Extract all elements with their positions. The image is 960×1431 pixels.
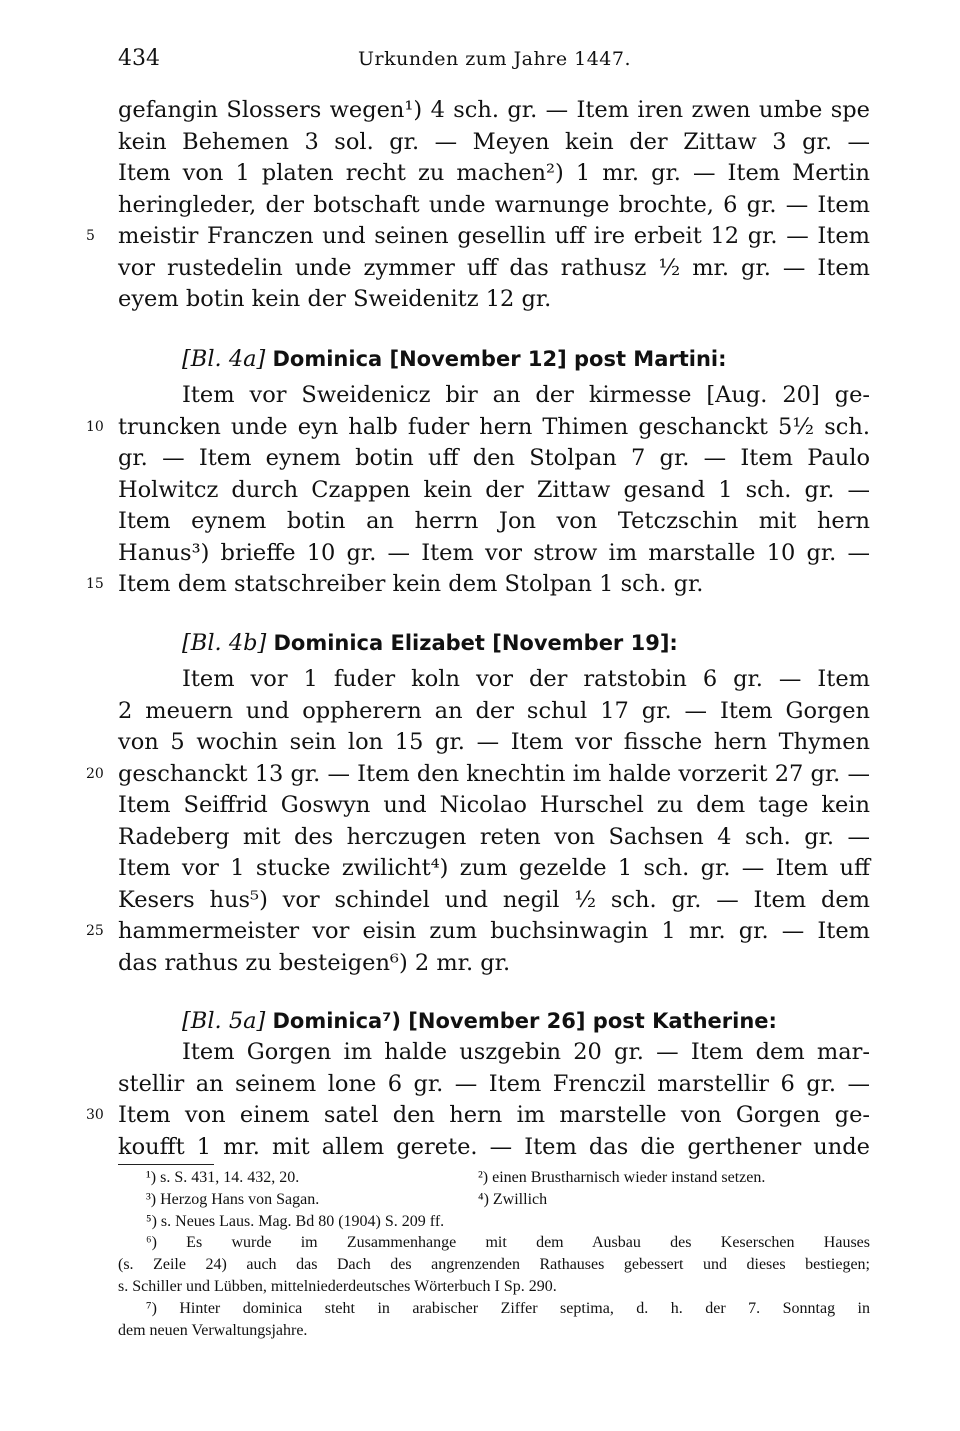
- footnote: [118, 1167, 870, 1189]
- page-header: [118, 46, 870, 76]
- section-title: Dominica [November 12] post Martini:: [272, 347, 727, 371]
- text-line: koufft 1 mr. mit allem gerete. — Item das die gerthener unde: [118, 1133, 870, 1160]
- text-line: Item Seiffrid Goswyn und Nicolao Hurschel zu dem tage kein: [118, 792, 870, 818]
- text-line: gefangin Slossers wegen¹) 4 sch. gr. — Item iren zwen umbe spe: [118, 97, 870, 123]
- text-line: eyem botin kein der Sweidenitz 12 gr.: [118, 286, 552, 312]
- text-line: 20 geschanckt 13 gr. — Item den knechtin im halde vorzerit 27 gr. —: [0, 759, 960, 791]
- line-number: 15: [86, 576, 104, 592]
- text-line: Item von 1 platen recht zu machen²) 1 mr. gr. — Item Mertin: [118, 160, 870, 186]
- line-number: 5: [86, 228, 95, 244]
- text-line: stellir an seinem lone 6 gr. — Item Frenczil marstellir 6 gr. —: [118, 1070, 870, 1097]
- text-line: Holwitcz durch Czappen kein der Zittaw gesand 1 sch. gr. —: [118, 476, 870, 503]
- text-line: 15 Item dem statschreiber kein dem Stolpan 1 sch. gr.: [0, 569, 960, 601]
- running-title: Urkunden zum Jahre 1447.: [358, 48, 632, 70]
- footnote-4: ⁴) Zwillich: [478, 1190, 548, 1208]
- line-number: 10: [86, 418, 104, 435]
- section-2: [0, 380, 960, 601]
- text-line: 10 truncken unde eyn halb fuder hern Thimen geschanckt 5½ sch.: [0, 412, 960, 444]
- section-heading: [182, 344, 882, 376]
- text-line: 2 meuern und oppherern an der schul 17 gr. — Item Gorgen: [118, 697, 870, 724]
- footnote: [118, 1189, 870, 1211]
- footnotes: [118, 1167, 870, 1341]
- page-number: 434: [118, 46, 160, 71]
- section-1: [0, 95, 960, 316]
- text-line: 25 hammermeister vor eisin zum buchsinwagin 1 mr. gr. — Item: [0, 916, 960, 948]
- text-line: das rathus zu besteigen⁶) 2 mr. gr.: [118, 949, 511, 976]
- text-line: Item vor 1 fuder koln vor der ratstobin 6 gr. — Item: [182, 666, 870, 692]
- footnote-1: ¹) s. S. 431, 14. 432, 20.: [146, 1169, 300, 1186]
- footnote-2: ²) einen Brustharnisch wieder instand setzen.: [478, 1169, 766, 1186]
- footnote-7: ⁷) Hinter dominica steht in arabischer Ziffer septima, d. h. der 7. Sonntag in: [146, 1299, 870, 1317]
- text-line: vor rustedelin unde zymmer uff das rathusz ½ mr. gr. — Item: [118, 254, 870, 281]
- text-line: kein Behemen 3 sol. gr. — Meyen kein der Zittaw 3 gr. —: [118, 128, 870, 155]
- section-heading: [182, 628, 882, 660]
- folio-reference: [Bl. 4a]: [182, 346, 266, 372]
- section-heading: [182, 1006, 882, 1038]
- footnote-6-cont: s. Schiller und Lübben, mittelniederdeutsches Wörterbuch I Sp. 290.: [118, 1277, 557, 1295]
- line-number: 30: [86, 1107, 104, 1123]
- text-line: Item eynem botin an herrn Jon von Tetczschin mit hern: [118, 508, 870, 534]
- footnote-6-cont: (s. Zeile 24) auch das Dach des angrenzenden Rathauses gebessert und dieses bestiegen;: [118, 1256, 870, 1274]
- section-4: [0, 1037, 960, 1163]
- line-number: 25: [86, 923, 104, 939]
- footnote-7-cont: dem neuen Verwaltungsjahre.: [118, 1321, 308, 1339]
- section-3: [0, 664, 960, 979]
- text-line: heringleder, der botschaft unde warnunge brochte, 6 gr. — Item: [118, 191, 870, 218]
- text-line: Radeberg mit des herczugen reten von Sachsen 4 sch. gr. —: [118, 823, 870, 850]
- footnote-divider: [118, 1164, 214, 1165]
- footnote-6: ⁶) Es wurde im Zusammenhange mit dem Ausbau des Keserschen Hauses: [146, 1234, 870, 1252]
- section-title: Dominica Elizabet [November 19]:: [273, 631, 678, 655]
- line-number: 20: [86, 765, 104, 782]
- text-line: Item vor Sweidenicz bir an der kirmesse [Aug. 20] ge-: [182, 382, 870, 408]
- text-line: Kesers hus⁵) vor schindel und negil ½ sch. gr. — Item dem: [118, 886, 870, 913]
- text-line: Hanus³) brieffe 10 gr. — Item vor strow im marstalle 10 gr. —: [118, 539, 870, 566]
- text-line: 30 Item von einem satel den hern im marstelle von Gorgen ge-: [0, 1100, 960, 1132]
- footnote-3: ³) Herzog Hans von Sagan.: [146, 1190, 320, 1208]
- text-line: von 5 wochin sein lon 15 gr. — Item vor fissche hern Thymen: [118, 729, 870, 755]
- folio-reference: [Bl. 5a]: [182, 1008, 266, 1034]
- footnote-5: ⁵) s. Neues Laus. Mag. Bd 80 (1904) S. 209 ff.: [146, 1212, 445, 1230]
- folio-reference: [Bl. 4b]: [182, 630, 267, 656]
- text-line: Item vor 1 stucke zwilicht⁴) zum gezelde 1 sch. gr. — Item uff: [118, 855, 870, 881]
- text-line: Item Gorgen im halde uszgebin 20 gr. — Item dem mar-: [182, 1039, 870, 1065]
- text-line: 5 meistir Franczen und seinen gesellin uff ire erbeit 12 gr. — Item: [0, 221, 960, 253]
- section-title: Dominica⁷) [November 26] post Katherine:: [272, 1009, 777, 1033]
- text-line: gr. — Item eynem botin uff den Stolpan 7 gr. — Item Paulo: [118, 445, 870, 471]
